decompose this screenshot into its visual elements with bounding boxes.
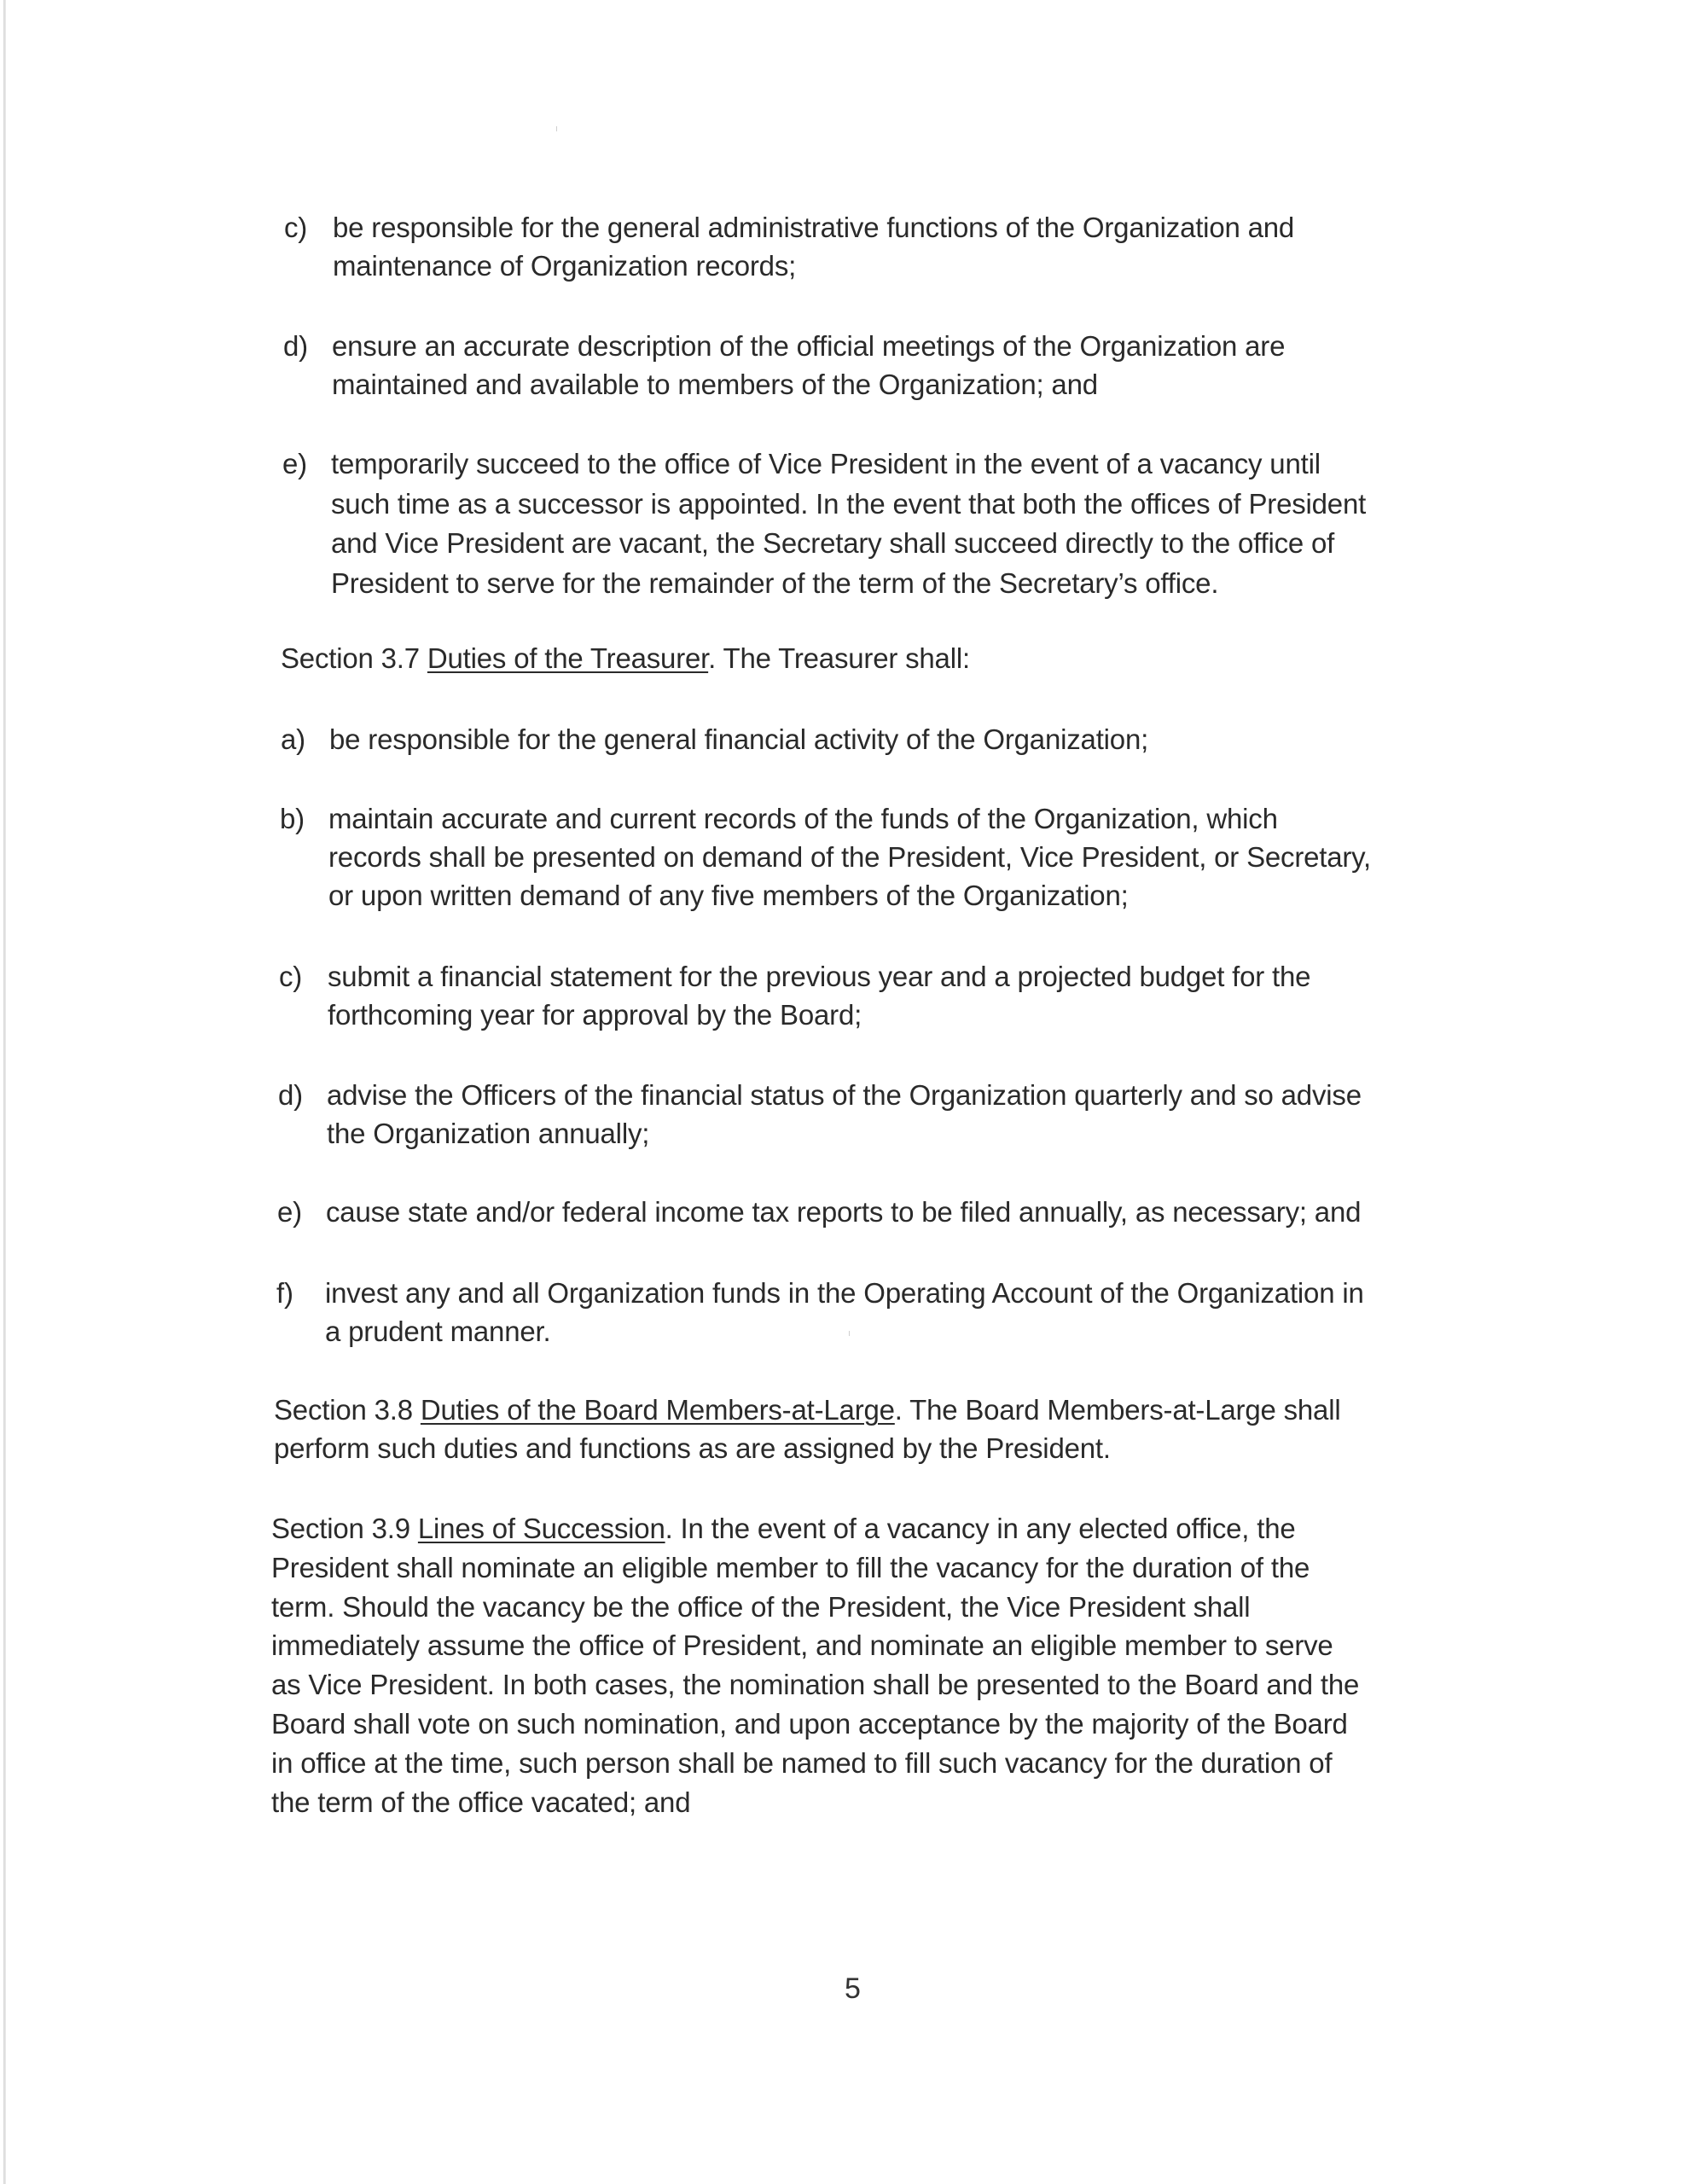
item-line: invest any and all Organization funds in the Operating Account of the Organization in: [325, 1277, 1364, 1309]
item-line: temporarily succeed to the office of Vice President in the event of a vacancy until: [331, 448, 1321, 479]
item-line: maintain accurate and current records of the funds of the Organization, which: [328, 803, 1278, 834]
item-label: c): [279, 961, 303, 992]
item-line: cause state and/or federal income tax reports to be filed annually, as necessary; and: [326, 1196, 1362, 1228]
scan-edge: [3, 0, 6, 2184]
item-line: be responsible for the general financial activity of the Organization;: [329, 723, 1149, 755]
section-title: Duties of the Board Members-at-Large: [420, 1394, 895, 1426]
section-text: . The Board Members-at-Large shall: [894, 1394, 1341, 1426]
item-label: f): [276, 1277, 293, 1309]
section-text: immediately assume the office of President, and nominate an eligible member to serve: [271, 1629, 1333, 1662]
section-text: perform such duties and functions as are assigned by the President.: [274, 1432, 1111, 1464]
section-text: as Vice President. In both cases, the nomination shall be presented to the Board and the: [271, 1669, 1360, 1701]
item-line: forthcoming year for approval by the Board;: [328, 999, 862, 1031]
item-label: e): [282, 448, 307, 479]
item-line: and Vice President are vacant, the Secretary shall succeed directly to the office of: [331, 527, 1335, 559]
section-title: Lines of Succession: [417, 1513, 665, 1544]
item-label: e): [277, 1196, 302, 1228]
section-3-7-heading: [281, 639, 970, 677]
item-line: President to serve for the remainder of the term of the Secretary’s office.: [331, 566, 1219, 599]
section-text: Board shall vote on such nomination, and upon acceptance by the majority of the Board: [271, 1707, 1348, 1740]
section-title: Duties of the Treasurer: [427, 642, 709, 674]
section-3-9-paragraph: [271, 1509, 1359, 1821]
section-number: Section 3.8: [274, 1394, 413, 1426]
item-label: c): [284, 212, 308, 243]
section-number: Section 3.7: [281, 642, 420, 674]
section-text: the term of the office vacated; and: [271, 1786, 691, 1818]
section-intro: . The Treasurer shall:: [708, 642, 970, 674]
item-line: records shall be presented on demand of the President, Vice President, or Secretary,: [328, 841, 1372, 873]
section-3-8-paragraph: [274, 1391, 1340, 1467]
item-line: a prudent manner.: [325, 1316, 551, 1347]
item-line: maintained and available to members of the Organization; and: [332, 369, 1098, 400]
section-text: . In the event of a vacancy in any elected office, the: [665, 1513, 1296, 1544]
item-label: a): [281, 723, 305, 755]
item-label: b): [280, 803, 305, 834]
item-line: submit a financial statement for the previous year and a projected budget for the: [328, 961, 1311, 992]
item-line: maintenance of Organization records;: [333, 250, 797, 282]
item-label: d): [283, 330, 308, 362]
section-text: in office at the time, such person shall be named to fill such vacancy for the duration of: [271, 1746, 1333, 1779]
section-text: President shall nominate an eligible member to fill the vacancy for the duration of the: [271, 1551, 1310, 1583]
item-line: or upon written demand of any five members of the Organization;: [328, 880, 1129, 911]
item-line: be responsible for the general administrative functions of the Organization and: [333, 212, 1295, 243]
section-number: Section 3.9: [271, 1513, 410, 1544]
page-number: 5: [845, 1972, 861, 2005]
item-line: the Organization annually;: [327, 1118, 650, 1149]
item-line: ensure an accurate description of the official meetings of the Organization are: [332, 330, 1286, 362]
item-line: advise the Officers of the financial status of the Organization quarterly and so advise: [327, 1079, 1362, 1111]
item-line: such time as a successor is appointed. In the event that both the offices of President: [331, 487, 1367, 520]
section-text: term. Should the vacancy be the office of the President, the Vice President shall: [271, 1590, 1251, 1623]
scan-speck: [556, 126, 557, 131]
item-label: d): [278, 1079, 303, 1111]
